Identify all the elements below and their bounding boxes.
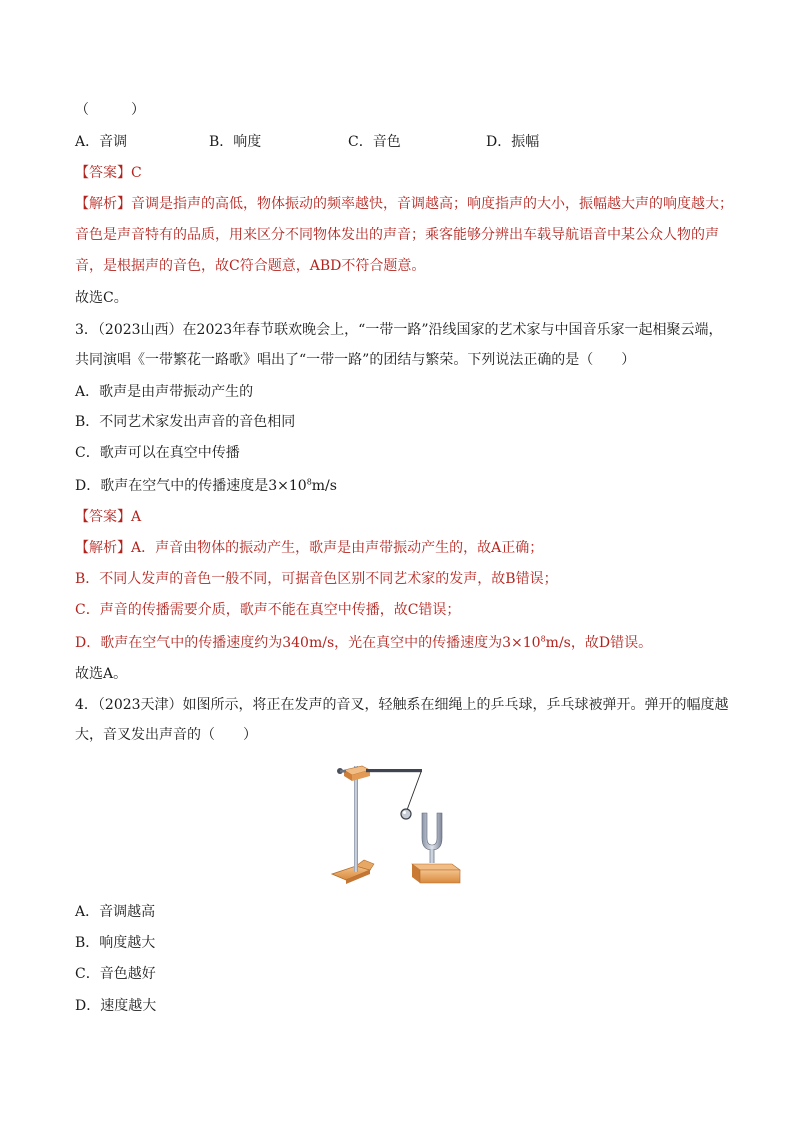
q4-option-b: B．响度越大	[75, 935, 156, 951]
stand-base	[332, 860, 374, 884]
stand-arm	[366, 769, 422, 772]
stand-rod	[354, 766, 358, 872]
analysis-tag: 【解析】	[75, 540, 131, 556]
option-d-text: D．歌声在空气中的传播速度是3×10	[75, 478, 307, 494]
q2-answer	[75, 163, 142, 183]
answer-tag: 【答案】	[75, 509, 131, 525]
analysis-d-exponent: 8	[540, 634, 546, 644]
answer-tag: 【答案】	[75, 165, 131, 181]
q2-option-b: B．响度	[209, 134, 262, 150]
q2-conclusion: 故选C。	[75, 290, 128, 306]
string	[407, 772, 421, 810]
q3-option-b: B．不同艺术家发出声音的音色相同	[75, 414, 296, 430]
q4-option-c: C．音色越好	[75, 966, 156, 982]
q3-option-a: A．歌声是由声带振动产生的	[75, 384, 254, 400]
q3-analysis-d	[75, 633, 652, 653]
q3-stem-line-2: 共同演唱《一带繁花一路歌》唱出了“一带一路”的团结与繁荣。下列说法正确的是（ ）	[75, 352, 636, 368]
tuning-fork-pingpong-figure	[326, 758, 466, 888]
q3-option-c: C．歌声可以在真空中传播	[75, 445, 240, 461]
analysis-d-suffix: m/s，故D错误。	[545, 635, 653, 651]
q2-stem-end: （ ）	[75, 102, 145, 118]
q4-option-d: D．速度越大	[75, 998, 157, 1014]
answer-value: A	[131, 509, 142, 525]
q3-stem-line-1: 3．（2023山西）在2023年春节联欢晚会上，“一带一路”沿线国家的艺术家与中国音乐家一起相聚云端，	[75, 322, 723, 338]
q3-option-d	[75, 476, 337, 496]
q2-option-d: D．振幅	[486, 134, 540, 150]
option-d-unit: m/s	[311, 478, 337, 494]
analysis-d-text: D．歌声在空气中的传播速度约为340m/s，光在真空中的传播速度为3×10	[75, 635, 541, 651]
option-d-exponent: 8	[306, 477, 312, 487]
q2-analysis-line-2: 音色是声音特有的品质，用来区分不同物体发出的声音；乘客能够分辨出车载导航语音中某公众人物的声	[75, 227, 719, 243]
analysis-text: 音调是指声的高低，物体振动的频率越快，音调越高；响度指声的大小，振幅越大声的响度越大；	[131, 196, 733, 212]
q2-analysis-line-3: 音，是根据声的音色，故C符合题意，ABD不符合题意。	[75, 258, 426, 274]
analysis-tag: 【解析】	[75, 196, 131, 212]
tuning-fork	[422, 813, 442, 863]
fork-base	[412, 864, 460, 883]
q4-option-a: A．音调越高	[75, 904, 156, 920]
q3-analysis-a	[75, 538, 543, 558]
analysis-text: A．声音由物体的振动产生，歌声是由声带振动产生的，故A正确；	[131, 540, 544, 556]
q4-stem-line-2: 大，音叉发出声音的（ ）	[75, 727, 257, 743]
q3-answer	[75, 507, 141, 527]
q2-option-a: A．音调	[75, 134, 128, 150]
q4-stem-line-1: 4．（2023天津）如图所示，将正在发声的音叉，轻触系在细绳上的乒乓球，乒乓球被弹开。弹开的幅度越	[75, 697, 729, 713]
q3-conclusion: 故选A。	[75, 666, 128, 682]
answer-value: C	[131, 165, 142, 181]
ping-pong-ball	[401, 809, 411, 819]
stand-clamp	[337, 766, 370, 781]
q3-analysis-c: C．声音的传播需要介质，歌声不能在真空中传播，故C错误；	[75, 602, 461, 618]
q2-options	[75, 132, 725, 152]
q3-analysis-b: B．不同人发声的音色一般不同，可据音色区别不同艺术家的发声，故B错误；	[75, 571, 558, 587]
q2-analysis-line-1	[75, 194, 733, 214]
q2-option-c: C．音色	[348, 134, 401, 150]
